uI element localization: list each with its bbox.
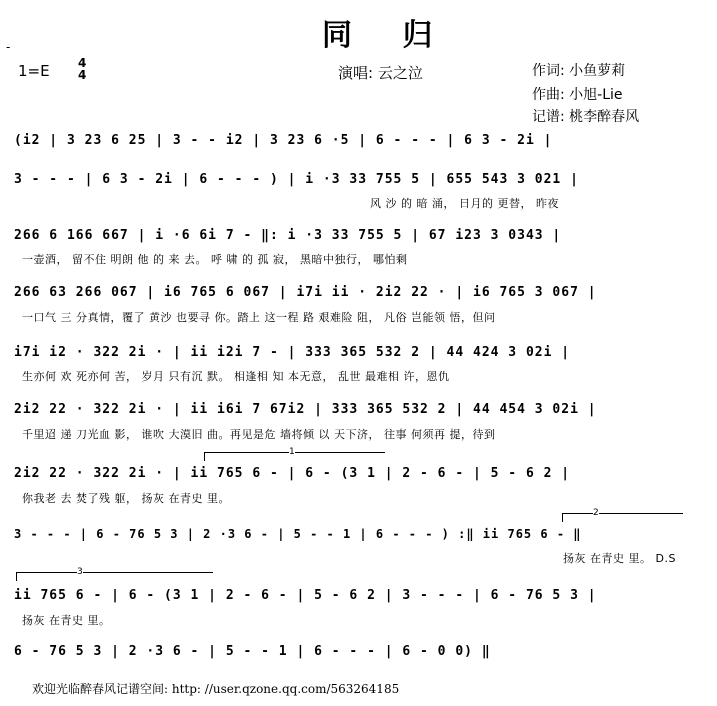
lyric-line-5: 千里迢 递 刀光血 影， 谁吹 大漠旧 曲。再见是危 墙将倾 以 天下济， 往事 何须再 提，待到 [22, 428, 496, 441]
score-line-8: 3 - - - | 6 - 76 5 3 | 2 ·3 6 - | 5 - - 1 | 6 - - - ) :‖ ii 765 6 - ‖ [14, 527, 582, 541]
score-line-1: (i2 | 3 23 6 25 | 3 - - i2 | 3 23 6 ·5 | 6 - - - | 6 3 - 2i | [14, 133, 553, 148]
volta-3 [16, 567, 213, 581]
volta-2-label: 2 [593, 508, 599, 518]
score-line-4: 266 63 266 067 | i6 765 6 067 | i7i ii · 2i2 22 · | i6 765 3 067 | [14, 285, 597, 300]
song-title: 同 归 [322, 18, 453, 53]
score-line-5: i7i i2 · 322 2i · | ii i2i 7 - | 333 365 532 2 | 44 424 3 02i | [14, 345, 571, 360]
footer-note: 欢迎光临醉春风记谱空间: http: //user.qzone.qq.com/563264185 [32, 682, 400, 696]
corner-mark: - [6, 40, 11, 54]
volta-1-label: 1 [289, 447, 295, 457]
volta-2 [562, 508, 683, 522]
key-signature: 1=E [18, 62, 50, 80]
lyricist: 作词: 小鱼萝莉 [532, 63, 626, 79]
lyric-line-2: 一壶酒， 留不住 明朗 他 的 来 去。 呼 啸 的 孤 寂， 黑暗中独行， 哪怕剩 [22, 253, 408, 266]
score-line-2: 3 - - - | 6 3 - 2i | 6 - - - ) | i ·3 33 755 5 | 655 543 3 021 | [14, 172, 579, 187]
score-line-6: 2i2 22 · 322 2i · | ii i6i 7 67i2 | 333 365 532 2 | 44 454 3 02i | [14, 402, 597, 417]
lyric-line-3: 一口气 三 分真情，覆了 黄沙 也要寻 你。踏上 这一程 路 艰难险 阻， 凡俗 岂能领 悟，但问 [22, 311, 496, 324]
score-line-10: 6 - 76 5 3 | 2 ·3 6 - | 5 - - 1 | 6 - - - | 6 - 0 0) ‖ [14, 644, 491, 659]
lyric-line-8: 扬灰 在青史 里。 [22, 614, 111, 627]
time-top: 4 [78, 56, 87, 70]
score-line-3: 266 6 166 667 | i ·6 6i 7 - ‖: i ·3 33 755 5 | 67 i23 3 0343 | [14, 228, 562, 243]
volta-1 [204, 447, 385, 461]
composer: 作曲: 小旭-Lie [532, 87, 623, 103]
time-signature [78, 57, 86, 81]
lyric-line-1: 风 沙 的 暗 涌， 日月的 更替， 昨夜 [370, 197, 559, 210]
singer: 演唱: 云之泣 [338, 64, 423, 82]
score-line-9: ii 765 6 - | 6 - (3 1 | 2 - 6 - | 5 - 6 2 | 3 - - - | 6 - 76 5 3 | [14, 588, 597, 603]
time-bottom: 4 [78, 68, 87, 82]
transcriber: 记谱: 桃李醉春风 [532, 109, 640, 125]
volta-3-label: 3 [77, 567, 83, 577]
score-line-7: 2i2 22 · 322 2i · | ii 765 6 - | 6 - (3 1 | 2 - 6 - | 5 - 6 2 | [14, 466, 571, 481]
lyric-line-7: 扬灰 在青史 里。 D.S [563, 552, 676, 565]
lyric-line-4: 生亦何 欢 死亦何 苦， 岁月 只有沉 默。 相逢相 知 本无意， 乱世 最难相 许，恩仇 [22, 370, 450, 383]
lyric-line-6: 你我老 去 焚了残 躯， 扬灰 在青史 里。 [22, 492, 230, 505]
